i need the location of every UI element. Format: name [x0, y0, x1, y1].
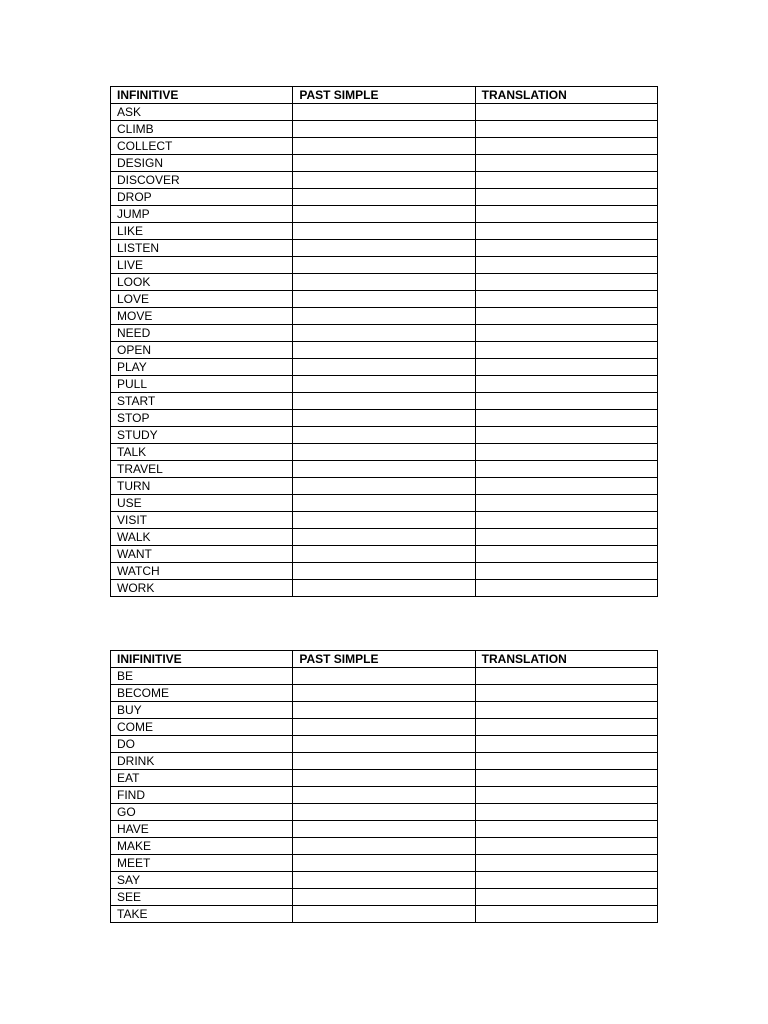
past-simple-cell [293, 495, 475, 512]
table-row [111, 189, 658, 206]
past-simple-cell [293, 155, 475, 172]
table-row [111, 274, 658, 291]
translation-cell [475, 580, 657, 597]
translation-cell [475, 274, 657, 291]
table-row [111, 291, 658, 308]
translation-cell [475, 753, 657, 770]
infinitive-cell: PULL [111, 376, 293, 393]
table-row [111, 427, 658, 444]
past-simple-cell [293, 308, 475, 325]
irregular-verbs-table [110, 650, 658, 923]
table-row [111, 172, 658, 189]
table-row [111, 478, 658, 495]
past-simple-cell [293, 872, 475, 889]
infinitive-cell: BECOME [111, 685, 293, 702]
past-simple-cell [293, 223, 475, 240]
past-simple-cell [293, 359, 475, 376]
infinitive-cell: JUMP [111, 206, 293, 223]
past-simple-cell [293, 702, 475, 719]
table-row [111, 753, 658, 770]
translation-cell [475, 138, 657, 155]
past-simple-cell [293, 906, 475, 923]
translation-cell [475, 444, 657, 461]
infinitive-cell: EAT [111, 770, 293, 787]
past-simple-cell [293, 138, 475, 155]
infinitive-cell: STOP [111, 410, 293, 427]
translation-cell [475, 155, 657, 172]
infinitive-cell: TAKE [111, 906, 293, 923]
translation-cell [475, 223, 657, 240]
past-simple-cell [293, 529, 475, 546]
past-simple-cell [293, 855, 475, 872]
table-row [111, 702, 658, 719]
past-simple-cell [293, 444, 475, 461]
table-row [111, 838, 658, 855]
table-row [111, 359, 658, 376]
table-row [111, 770, 658, 787]
table-row [111, 872, 658, 889]
past-simple-cell [293, 342, 475, 359]
translation-cell [475, 257, 657, 274]
table-row [111, 121, 658, 138]
past-simple-cell [293, 206, 475, 223]
table-row [111, 668, 658, 685]
past-simple-cell [293, 546, 475, 563]
past-simple-cell [293, 580, 475, 597]
infinitive-cell: MEET [111, 855, 293, 872]
past-simple-cell [293, 257, 475, 274]
translation-cell [475, 889, 657, 906]
infinitive-cell: OPEN [111, 342, 293, 359]
infinitive-cell: STUDY [111, 427, 293, 444]
translation-cell [475, 495, 657, 512]
table-row [111, 410, 658, 427]
past-simple-cell [293, 121, 475, 138]
table-row [111, 393, 658, 410]
table-row [111, 444, 658, 461]
table-row [111, 736, 658, 753]
infinitive-cell: TRAVEL [111, 461, 293, 478]
table-row [111, 719, 658, 736]
infinitive-cell: LIKE [111, 223, 293, 240]
infinitive-cell: DO [111, 736, 293, 753]
past-simple-cell [293, 512, 475, 529]
infinitive-cell: DROP [111, 189, 293, 206]
past-simple-cell [293, 172, 475, 189]
translation-cell [475, 736, 657, 753]
infinitive-cell: LIVE [111, 257, 293, 274]
table-row [111, 580, 658, 597]
translation-cell [475, 906, 657, 923]
table-row [111, 821, 658, 838]
table-row [111, 889, 658, 906]
translation-cell [475, 804, 657, 821]
translation-cell [475, 189, 657, 206]
table-row [111, 104, 658, 121]
table-row [111, 240, 658, 257]
infinitive-cell: DRINK [111, 753, 293, 770]
past-simple-cell [293, 787, 475, 804]
infinitive-cell: GO [111, 804, 293, 821]
table-row [111, 787, 658, 804]
infinitive-cell: NEED [111, 325, 293, 342]
table-row [111, 529, 658, 546]
translation-cell [475, 172, 657, 189]
infinitive-cell: VISIT [111, 512, 293, 529]
past-simple-cell [293, 240, 475, 257]
infinitive-cell: SEE [111, 889, 293, 906]
header-infinitive: INIFINITIVE [111, 651, 293, 668]
past-simple-cell [293, 291, 475, 308]
regular-verbs-table [110, 86, 658, 597]
table-body [111, 104, 658, 597]
table-row [111, 461, 658, 478]
table-row [111, 138, 658, 155]
translation-cell [475, 838, 657, 855]
header-infinitive: INFINITIVE [111, 87, 293, 104]
past-simple-cell [293, 410, 475, 427]
header-translation: TRANSLATION [475, 87, 657, 104]
table-body [111, 668, 658, 923]
table-row [111, 257, 658, 274]
table-row [111, 342, 658, 359]
infinitive-cell: LOOK [111, 274, 293, 291]
translation-cell [475, 376, 657, 393]
translation-cell [475, 512, 657, 529]
past-simple-cell [293, 393, 475, 410]
translation-cell [475, 546, 657, 563]
infinitive-cell: WALK [111, 529, 293, 546]
infinitive-cell: CLIMB [111, 121, 293, 138]
translation-cell [475, 702, 657, 719]
translation-cell [475, 359, 657, 376]
table-row [111, 206, 658, 223]
infinitive-cell: LISTEN [111, 240, 293, 257]
infinitive-cell: BUY [111, 702, 293, 719]
past-simple-cell [293, 770, 475, 787]
translation-cell [475, 685, 657, 702]
translation-cell [475, 461, 657, 478]
infinitive-cell: PLAY [111, 359, 293, 376]
infinitive-cell: LOVE [111, 291, 293, 308]
table-row [111, 155, 658, 172]
translation-cell [475, 668, 657, 685]
infinitive-cell: COME [111, 719, 293, 736]
table-row [111, 563, 658, 580]
translation-cell [475, 104, 657, 121]
translation-cell [475, 121, 657, 138]
infinitive-cell: SAY [111, 872, 293, 889]
past-simple-cell [293, 736, 475, 753]
translation-cell [475, 325, 657, 342]
translation-cell [475, 563, 657, 580]
translation-cell [475, 478, 657, 495]
past-simple-cell [293, 478, 475, 495]
infinitive-cell: WORK [111, 580, 293, 597]
translation-cell [475, 291, 657, 308]
infinitive-cell: START [111, 393, 293, 410]
translation-cell [475, 308, 657, 325]
table-header-row [111, 651, 658, 668]
table-row [111, 804, 658, 821]
past-simple-cell [293, 719, 475, 736]
table-row [111, 495, 658, 512]
translation-cell [475, 240, 657, 257]
past-simple-cell [293, 563, 475, 580]
table-row [111, 906, 658, 923]
past-simple-cell [293, 325, 475, 342]
infinitive-cell: WATCH [111, 563, 293, 580]
infinitive-cell: DESIGN [111, 155, 293, 172]
table-row [111, 376, 658, 393]
table-row [111, 855, 658, 872]
infinitive-cell: HAVE [111, 821, 293, 838]
table-row [111, 685, 658, 702]
translation-cell [475, 719, 657, 736]
infinitive-cell: TURN [111, 478, 293, 495]
table-header-row [111, 87, 658, 104]
infinitive-cell: ASK [111, 104, 293, 121]
past-simple-cell [293, 668, 475, 685]
table-row [111, 308, 658, 325]
translation-cell [475, 787, 657, 804]
infinitive-cell: COLLECT [111, 138, 293, 155]
past-simple-cell [293, 104, 475, 121]
translation-cell [475, 206, 657, 223]
past-simple-cell [293, 376, 475, 393]
past-simple-cell [293, 821, 475, 838]
past-simple-cell [293, 461, 475, 478]
past-simple-cell [293, 753, 475, 770]
past-simple-cell [293, 889, 475, 906]
translation-cell [475, 855, 657, 872]
infinitive-cell: MAKE [111, 838, 293, 855]
translation-cell [475, 427, 657, 444]
header-translation: TRANSLATION [475, 651, 657, 668]
infinitive-cell: FIND [111, 787, 293, 804]
past-simple-cell [293, 427, 475, 444]
translation-cell [475, 770, 657, 787]
past-simple-cell [293, 189, 475, 206]
past-simple-cell [293, 804, 475, 821]
translation-cell [475, 342, 657, 359]
past-simple-cell [293, 274, 475, 291]
infinitive-cell: MOVE [111, 308, 293, 325]
infinitive-cell: TALK [111, 444, 293, 461]
past-simple-cell [293, 685, 475, 702]
table-row [111, 546, 658, 563]
translation-cell [475, 821, 657, 838]
table-row [111, 325, 658, 342]
infinitive-cell: WANT [111, 546, 293, 563]
table-row [111, 223, 658, 240]
translation-cell [475, 410, 657, 427]
header-past-simple: PAST SIMPLE [293, 87, 475, 104]
infinitive-cell: BE [111, 668, 293, 685]
translation-cell [475, 529, 657, 546]
infinitive-cell: DISCOVER [111, 172, 293, 189]
header-past-simple: PAST SIMPLE [293, 651, 475, 668]
translation-cell [475, 393, 657, 410]
infinitive-cell: USE [111, 495, 293, 512]
table-row [111, 512, 658, 529]
translation-cell [475, 872, 657, 889]
past-simple-cell [293, 838, 475, 855]
